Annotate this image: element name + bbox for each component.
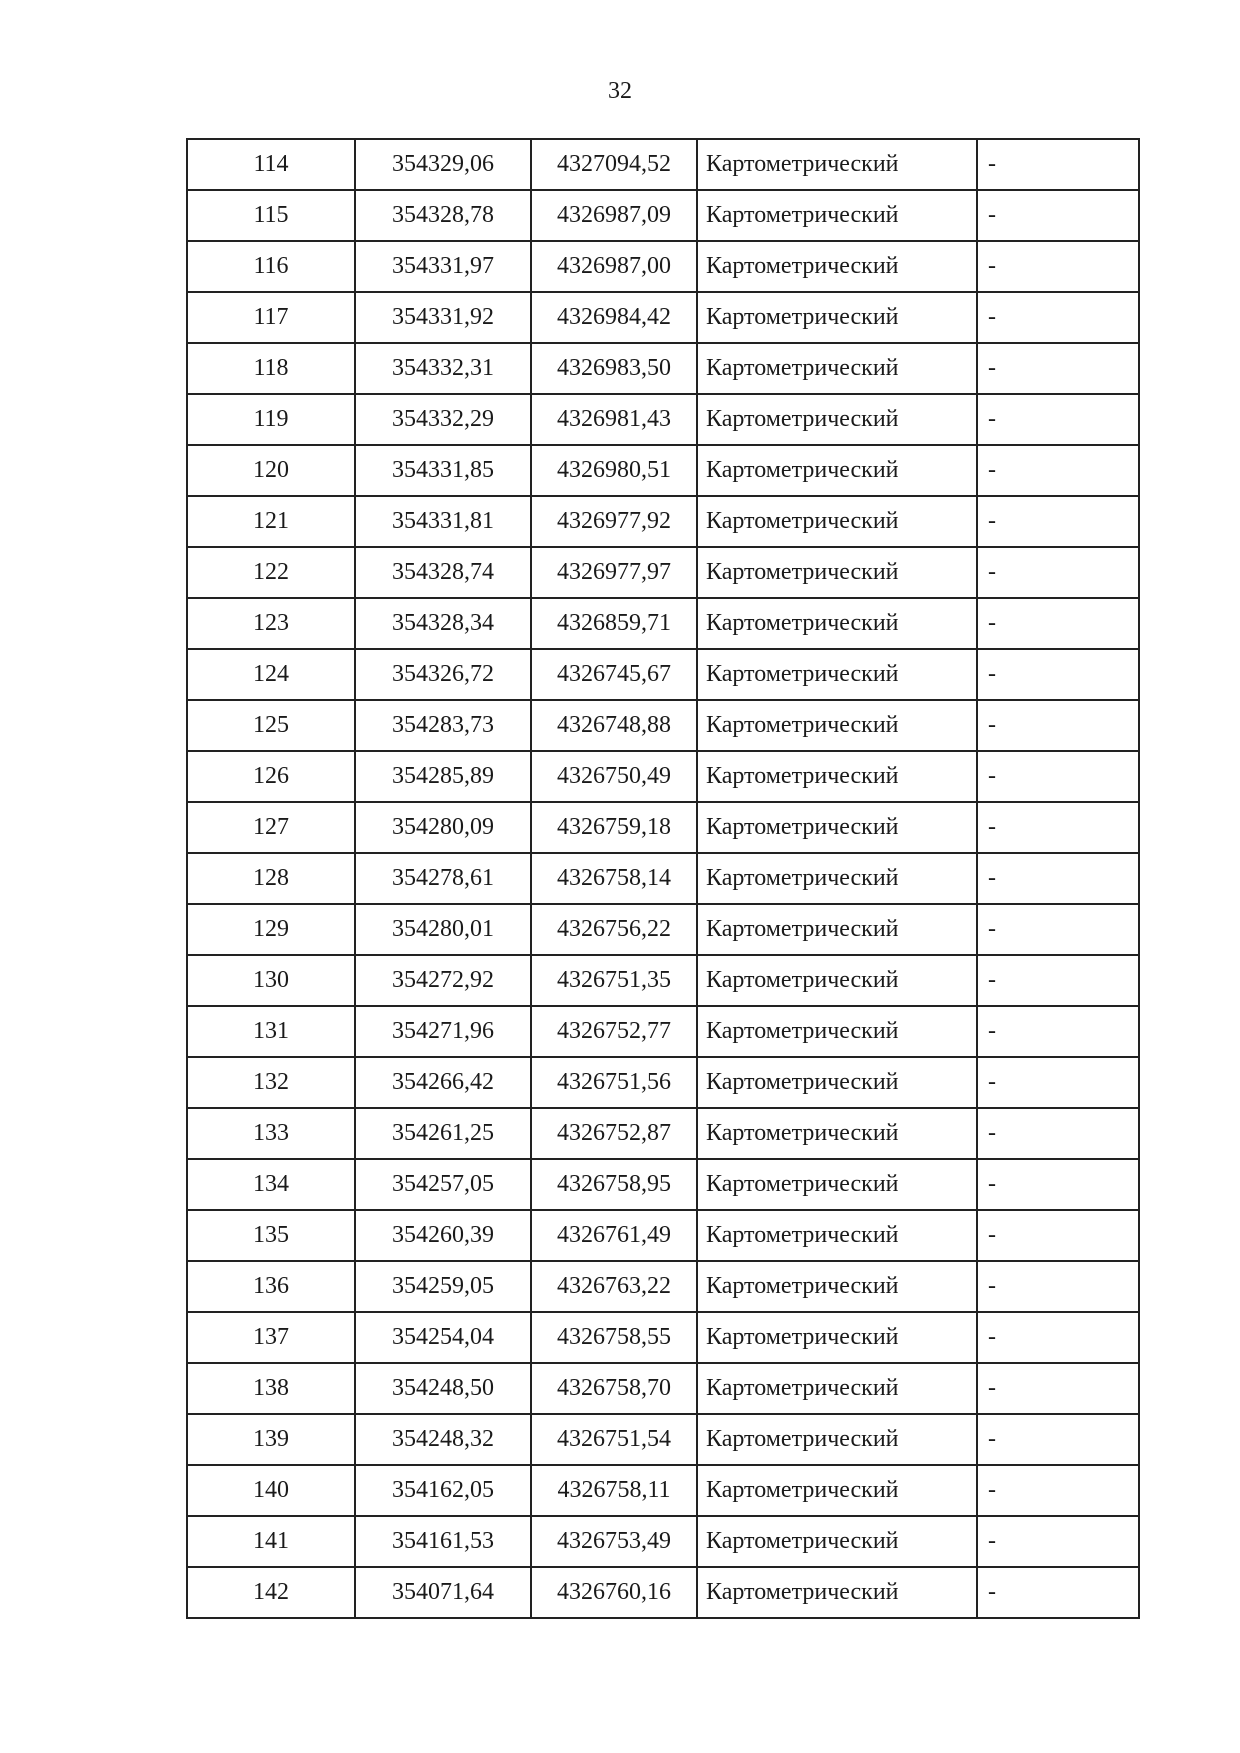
y-coordinate-cell: 4326758,14 xyxy=(531,853,697,904)
note-cell: - xyxy=(977,241,1139,292)
point-number-cell: 133 xyxy=(187,1108,355,1159)
method-cell: Картометрический xyxy=(697,343,977,394)
note-cell: - xyxy=(977,1567,1139,1618)
method-cell: Картометрический xyxy=(697,1414,977,1465)
y-coordinate-cell: 4326748,88 xyxy=(531,700,697,751)
table-row xyxy=(187,139,1139,190)
method-cell: Картометрический xyxy=(697,955,977,1006)
method-cell: Картометрический xyxy=(697,394,977,445)
x-coordinate-cell: 354326,72 xyxy=(355,649,531,700)
y-coordinate-cell: 4326751,54 xyxy=(531,1414,697,1465)
point-number-cell: 131 xyxy=(187,1006,355,1057)
x-coordinate-cell: 354283,73 xyxy=(355,700,531,751)
x-coordinate-cell: 354162,05 xyxy=(355,1465,531,1516)
table-row xyxy=(187,904,1139,955)
point-number-cell: 141 xyxy=(187,1516,355,1567)
note-cell: - xyxy=(977,751,1139,802)
table-row xyxy=(187,1312,1139,1363)
x-coordinate-cell: 354328,78 xyxy=(355,190,531,241)
point-number-cell: 125 xyxy=(187,700,355,751)
y-coordinate-cell: 4326987,09 xyxy=(531,190,697,241)
method-cell: Картометрический xyxy=(697,751,977,802)
note-cell: - xyxy=(977,139,1139,190)
y-coordinate-cell: 4326758,11 xyxy=(531,1465,697,1516)
x-coordinate-cell: 354257,05 xyxy=(355,1159,531,1210)
point-number-cell: 128 xyxy=(187,853,355,904)
method-cell: Картометрический xyxy=(697,445,977,496)
y-coordinate-cell: 4326750,49 xyxy=(531,751,697,802)
method-cell: Картометрический xyxy=(697,1312,977,1363)
note-cell: - xyxy=(977,904,1139,955)
table-row xyxy=(187,241,1139,292)
x-coordinate-cell: 354331,92 xyxy=(355,292,531,343)
note-cell: - xyxy=(977,1516,1139,1567)
note-cell: - xyxy=(977,292,1139,343)
point-number-cell: 122 xyxy=(187,547,355,598)
note-cell: - xyxy=(977,1057,1139,1108)
note-cell: - xyxy=(977,1465,1139,1516)
method-cell: Картометрический xyxy=(697,1516,977,1567)
y-coordinate-cell: 4326745,67 xyxy=(531,649,697,700)
page-number: 32 xyxy=(608,78,632,104)
table-row xyxy=(187,1006,1139,1057)
y-coordinate-cell: 4326758,55 xyxy=(531,1312,697,1363)
note-cell: - xyxy=(977,1312,1139,1363)
table-row xyxy=(187,343,1139,394)
point-number-cell: 139 xyxy=(187,1414,355,1465)
x-coordinate-cell: 354271,96 xyxy=(355,1006,531,1057)
point-number-cell: 138 xyxy=(187,1363,355,1414)
x-coordinate-cell: 354259,05 xyxy=(355,1261,531,1312)
x-coordinate-cell: 354280,01 xyxy=(355,904,531,955)
table-row xyxy=(187,1057,1139,1108)
table-row xyxy=(187,1108,1139,1159)
x-coordinate-cell: 354248,50 xyxy=(355,1363,531,1414)
point-number-cell: 114 xyxy=(187,139,355,190)
method-cell: Картометрический xyxy=(697,1210,977,1261)
note-cell: - xyxy=(977,445,1139,496)
point-number-cell: 124 xyxy=(187,649,355,700)
table-row xyxy=(187,1159,1139,1210)
point-number-cell: 119 xyxy=(187,394,355,445)
point-number-cell: 121 xyxy=(187,496,355,547)
note-cell: - xyxy=(977,1261,1139,1312)
table-row xyxy=(187,445,1139,496)
y-coordinate-cell: 4326977,97 xyxy=(531,547,697,598)
method-cell: Картометрический xyxy=(697,1006,977,1057)
note-cell: - xyxy=(977,649,1139,700)
point-number-cell: 120 xyxy=(187,445,355,496)
point-number-cell: 126 xyxy=(187,751,355,802)
point-number-cell: 134 xyxy=(187,1159,355,1210)
y-coordinate-cell: 4326756,22 xyxy=(531,904,697,955)
method-cell: Картометрический xyxy=(697,292,977,343)
y-coordinate-cell: 4326761,49 xyxy=(531,1210,697,1261)
table-row xyxy=(187,649,1139,700)
table-row xyxy=(187,1465,1139,1516)
point-number-cell: 142 xyxy=(187,1567,355,1618)
note-cell: - xyxy=(977,802,1139,853)
x-coordinate-cell: 354328,74 xyxy=(355,547,531,598)
y-coordinate-cell: 4326981,43 xyxy=(531,394,697,445)
x-coordinate-cell: 354161,53 xyxy=(355,1516,531,1567)
point-number-cell: 115 xyxy=(187,190,355,241)
table-row xyxy=(187,394,1139,445)
y-coordinate-cell: 4326753,49 xyxy=(531,1516,697,1567)
table-row xyxy=(187,1414,1139,1465)
y-coordinate-cell: 4326759,18 xyxy=(531,802,697,853)
table-row xyxy=(187,1516,1139,1567)
method-cell: Картометрический xyxy=(697,598,977,649)
x-coordinate-cell: 354285,89 xyxy=(355,751,531,802)
x-coordinate-cell: 354332,29 xyxy=(355,394,531,445)
x-coordinate-cell: 354331,97 xyxy=(355,241,531,292)
x-coordinate-cell: 354329,06 xyxy=(355,139,531,190)
table-row xyxy=(187,1210,1139,1261)
x-coordinate-cell: 354260,39 xyxy=(355,1210,531,1261)
note-cell: - xyxy=(977,394,1139,445)
point-number-cell: 118 xyxy=(187,343,355,394)
note-cell: - xyxy=(977,1363,1139,1414)
method-cell: Картометрический xyxy=(697,190,977,241)
method-cell: Картометрический xyxy=(697,853,977,904)
point-number-cell: 130 xyxy=(187,955,355,1006)
x-coordinate-cell: 354248,32 xyxy=(355,1414,531,1465)
method-cell: Картометрический xyxy=(697,241,977,292)
x-coordinate-cell: 354278,61 xyxy=(355,853,531,904)
note-cell: - xyxy=(977,496,1139,547)
x-coordinate-cell: 354332,31 xyxy=(355,343,531,394)
table-row xyxy=(187,598,1139,649)
table-row xyxy=(187,1567,1139,1618)
table-row xyxy=(187,496,1139,547)
coordinates-table xyxy=(186,138,1140,1619)
method-cell: Картометрический xyxy=(697,547,977,598)
table-row xyxy=(187,547,1139,598)
method-cell: Картометрический xyxy=(697,649,977,700)
method-cell: Картометрический xyxy=(697,1261,977,1312)
note-cell: - xyxy=(977,1159,1139,1210)
point-number-cell: 136 xyxy=(187,1261,355,1312)
table-row xyxy=(187,853,1139,904)
y-coordinate-cell: 4326977,92 xyxy=(531,496,697,547)
y-coordinate-cell: 4326983,50 xyxy=(531,343,697,394)
note-cell: - xyxy=(977,955,1139,1006)
y-coordinate-cell: 4326760,16 xyxy=(531,1567,697,1618)
note-cell: - xyxy=(977,547,1139,598)
y-coordinate-cell: 4326751,35 xyxy=(531,955,697,1006)
x-coordinate-cell: 354331,85 xyxy=(355,445,531,496)
y-coordinate-cell: 4326980,51 xyxy=(531,445,697,496)
point-number-cell: 129 xyxy=(187,904,355,955)
method-cell: Картометрический xyxy=(697,1159,977,1210)
y-coordinate-cell: 4326758,70 xyxy=(531,1363,697,1414)
note-cell: - xyxy=(977,190,1139,241)
note-cell: - xyxy=(977,1006,1139,1057)
note-cell: - xyxy=(977,1108,1139,1159)
table-row xyxy=(187,1363,1139,1414)
method-cell: Картометрический xyxy=(697,139,977,190)
table-row xyxy=(187,955,1139,1006)
x-coordinate-cell: 354272,92 xyxy=(355,955,531,1006)
table-row xyxy=(187,700,1139,751)
method-cell: Картометрический xyxy=(697,1057,977,1108)
method-cell: Картометрический xyxy=(697,802,977,853)
method-cell: Картометрический xyxy=(697,700,977,751)
coordinates-table-body xyxy=(187,139,1139,1618)
point-number-cell: 123 xyxy=(187,598,355,649)
note-cell: - xyxy=(977,700,1139,751)
y-coordinate-cell: 4326763,22 xyxy=(531,1261,697,1312)
y-coordinate-cell: 4326752,87 xyxy=(531,1108,697,1159)
method-cell: Картометрический xyxy=(697,904,977,955)
table-row xyxy=(187,190,1139,241)
table-row xyxy=(187,292,1139,343)
y-coordinate-cell: 4326752,77 xyxy=(531,1006,697,1057)
point-number-cell: 135 xyxy=(187,1210,355,1261)
table-row xyxy=(187,802,1139,853)
method-cell: Картометрический xyxy=(697,1567,977,1618)
table-row xyxy=(187,1261,1139,1312)
method-cell: Картометрический xyxy=(697,1465,977,1516)
x-coordinate-cell: 354328,34 xyxy=(355,598,531,649)
y-coordinate-cell: 4326859,71 xyxy=(531,598,697,649)
note-cell: - xyxy=(977,1414,1139,1465)
method-cell: Картометрический xyxy=(697,1363,977,1414)
y-coordinate-cell: 4326751,56 xyxy=(531,1057,697,1108)
y-coordinate-cell: 4326984,42 xyxy=(531,292,697,343)
point-number-cell: 140 xyxy=(187,1465,355,1516)
method-cell: Картометрический xyxy=(697,1108,977,1159)
point-number-cell: 137 xyxy=(187,1312,355,1363)
note-cell: - xyxy=(977,598,1139,649)
method-cell: Картометрический xyxy=(697,496,977,547)
x-coordinate-cell: 354266,42 xyxy=(355,1057,531,1108)
note-cell: - xyxy=(977,853,1139,904)
y-coordinate-cell: 4326987,00 xyxy=(531,241,697,292)
note-cell: - xyxy=(977,1210,1139,1261)
point-number-cell: 132 xyxy=(187,1057,355,1108)
y-coordinate-cell: 4327094,52 xyxy=(531,139,697,190)
table-row xyxy=(187,751,1139,802)
x-coordinate-cell: 354071,64 xyxy=(355,1567,531,1618)
x-coordinate-cell: 354331,81 xyxy=(355,496,531,547)
note-cell: - xyxy=(977,343,1139,394)
point-number-cell: 116 xyxy=(187,241,355,292)
point-number-cell: 127 xyxy=(187,802,355,853)
x-coordinate-cell: 354280,09 xyxy=(355,802,531,853)
x-coordinate-cell: 354254,04 xyxy=(355,1312,531,1363)
x-coordinate-cell: 354261,25 xyxy=(355,1108,531,1159)
point-number-cell: 117 xyxy=(187,292,355,343)
y-coordinate-cell: 4326758,95 xyxy=(531,1159,697,1210)
